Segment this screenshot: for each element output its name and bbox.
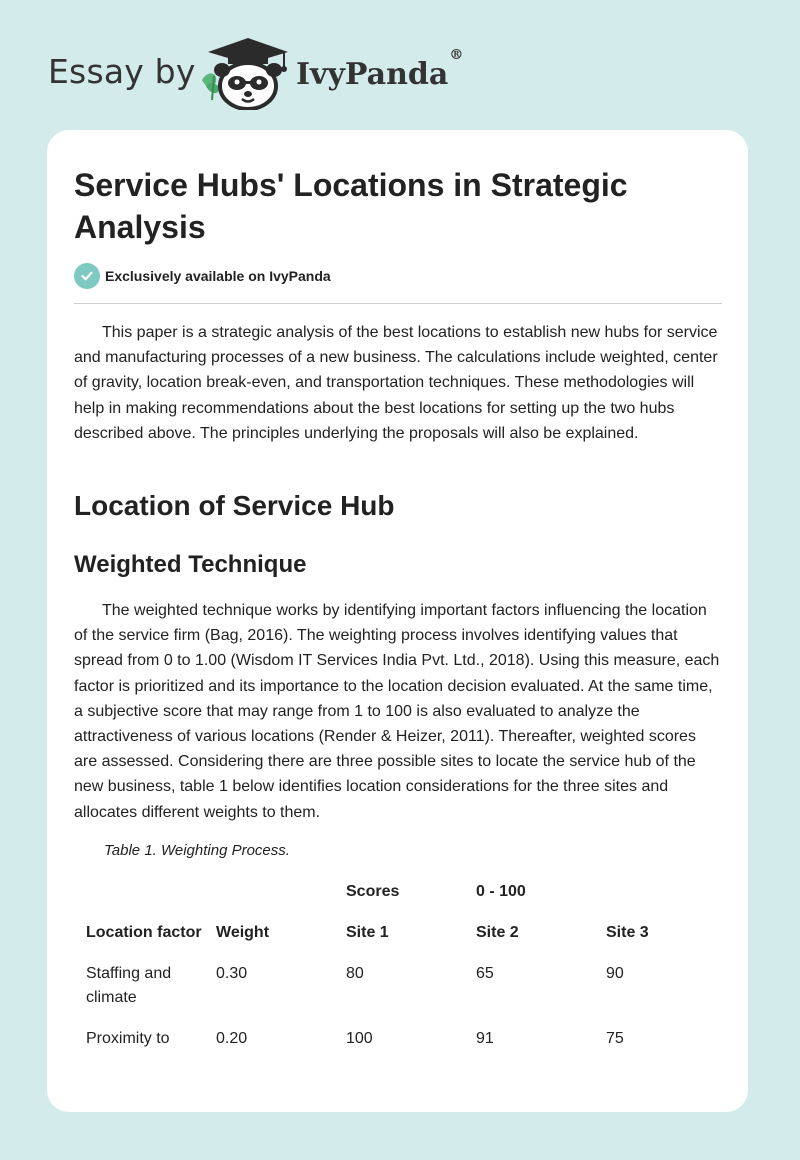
column-header: Site 3 [606,924,649,941]
table-cell [74,868,204,909]
table-cell: Proximity to [86,1030,170,1047]
panda-logo-icon[interactable] [198,36,294,110]
brand-prefix: Essay by [48,52,196,91]
divider [74,303,722,304]
table-cell: 90 [606,965,624,982]
table-cell: 91 [476,1030,494,1047]
table-cell: 0.20 [216,1030,248,1047]
table-cell: 75 [606,1030,624,1047]
column-header: Site 1 [346,924,389,941]
weighting-table [74,868,714,1056]
scores-label: Scores [346,883,400,900]
score-range-label: 0 - 100 [476,883,526,900]
table-header-row [74,909,714,950]
table-cell: Staffing and climate [86,965,172,1006]
exclusive-badge [74,263,331,289]
table-top-row [74,868,714,909]
essay-card [47,130,748,1112]
table-cell: 0.30 [216,965,248,982]
site-header [0,0,800,125]
table-cell: 65 [476,965,494,982]
intro-paragraph: This paper is a strategic analysis of the best locations to establish new hubs for service and manufacturing processes of a new business. The calculations include weighted, center of gravity, location break-even, and transportation techniques. These methodologies will help in making recommendations about the best locations for setting up the two hubs described above. The principles underlying the proposals will also be explained. [74,324,718,442]
subsection-heading: Weighted Technique [74,551,307,578]
section-heading: Location of Service Hub [74,490,395,521]
table-cell: 80 [346,965,364,982]
table-cell [594,868,714,909]
column-header: Location factor [86,924,202,941]
table-cell: 100 [346,1030,373,1047]
essay-title: Service Hubs' Locations in Strategic Analysis [74,167,628,245]
table-cell [204,868,334,909]
column-header: Site 2 [476,924,519,941]
table-row [74,950,714,1015]
checkmark-icon [74,263,100,289]
badge-label: Exclusively available on IvyPanda [105,268,331,284]
table-row [74,1015,714,1056]
column-header: Weight [216,924,270,941]
table-caption: Table 1. Weighting Process. [104,842,290,859]
brand-name[interactable]: IvyPanda® [296,47,464,92]
body-paragraph: The weighted technique works by identifying important factors influencing the location of the service firm (Bag, 2016). The weighting process involves identifying values that spread from 0 to 1.00 (Wisdom IT Services India Pvt. Ltd., 2018). Using this measure, each factor is prioritized and its importance to the location decision evaluated. At the same time, a subjective score that may range from 1 to 100 is also evaluated to analyze the attractiveness of various locations (Render & Heizer, 2011). Thereafter, weighted scores are assessed. Considering there are three possible sites to locate the service hub of the new business, table 1 below identifies location considerations for the three sites and allocates different weights to them. [74,602,720,821]
